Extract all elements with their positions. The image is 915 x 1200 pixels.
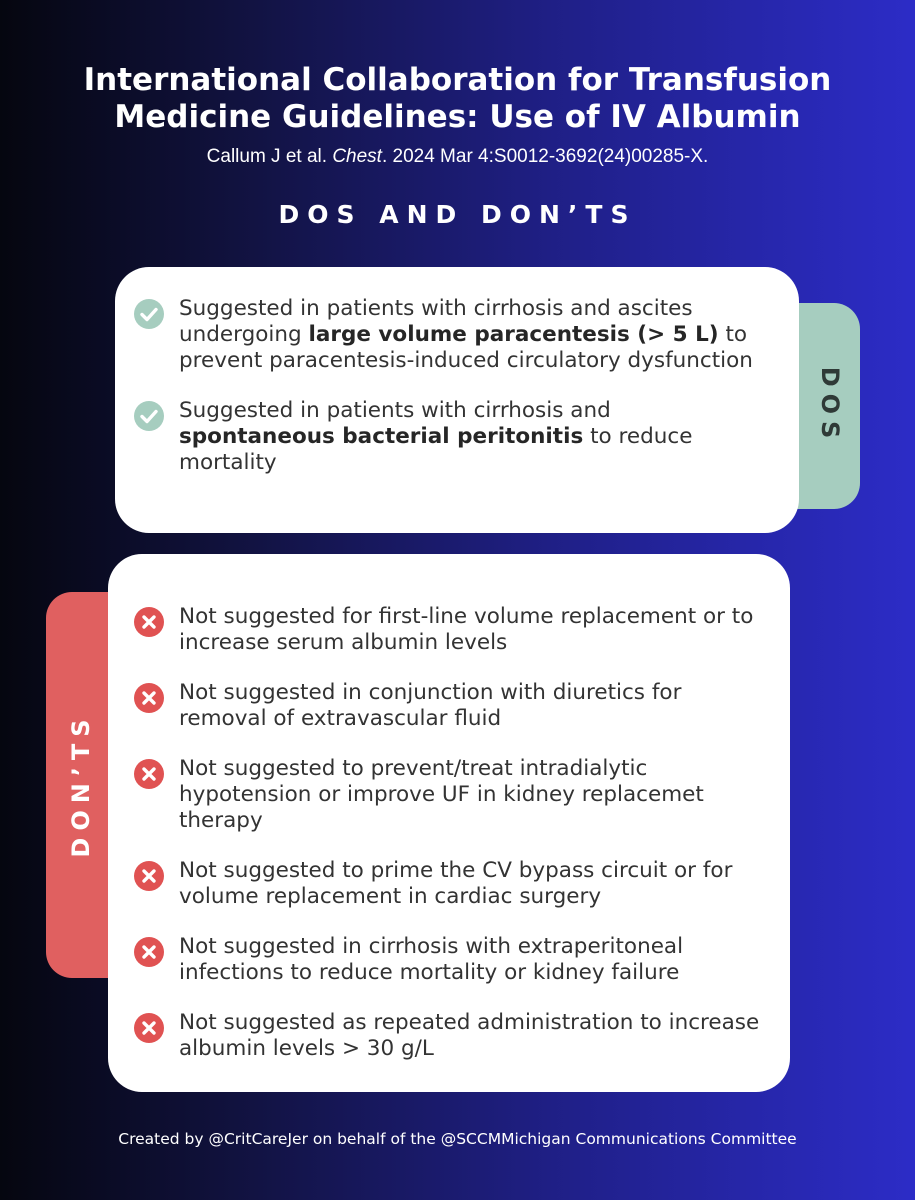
donts-item-text: Not suggested to prevent/treat intradialytic hypotension or improve UF in kidney replacemet therapy: [179, 756, 704, 833]
dos-item-text: [179, 398, 767, 476]
donts-item-text: Not suggested to prime the CV bypass circuit or for volume replacement in cardiac surgery: [179, 858, 733, 909]
title-line-2: Medicine Guidelines: Use of IV Albumin: [114, 99, 801, 135]
x-circle-icon: [133, 860, 165, 892]
dos-item-text-bold: large volume paracentesis (> 5 L): [308, 322, 719, 347]
donts-item: [133, 934, 766, 986]
donts-item: [133, 1010, 766, 1062]
dos-item-text-start: Suggested in patients with cirrhosis and ascites undergoing: [179, 296, 693, 347]
donts-item: [133, 756, 766, 834]
x-circle-icon: [133, 682, 165, 714]
section-heading: DOS AND DON’TS: [278, 200, 637, 229]
check-circle-icon: [133, 400, 165, 432]
footer-credit: Created by @CritCareJer on behalf of the @SCCMMichigan Communications Committee: [118, 1130, 797, 1148]
dos-item-text-bold: spontaneous bacterial peritonitis: [179, 424, 584, 449]
donts-item-text: Not suggested in conjunction with diuretics for removal of extravascular fluid: [179, 680, 682, 731]
check-circle-icon: [133, 298, 165, 330]
dos-item-text: [179, 296, 767, 374]
title-line-1: International Collaboration for Transfusion: [83, 62, 832, 98]
donts-item-text: Not suggested in cirrhosis with extraperitoneal infections to reduce mortality or kidney failure: [179, 934, 684, 985]
donts-item: [133, 680, 766, 732]
dos-item: [133, 398, 767, 476]
dos-item: [133, 296, 767, 374]
dos-item-text-end: to reduce mortality: [179, 424, 693, 475]
donts-card: [108, 554, 790, 1092]
donts-item-text: Not suggested as repeated administration to increase albumin levels > 30 g/L: [179, 1010, 760, 1061]
x-circle-icon: [133, 1012, 165, 1044]
dos-item-text-end: to prevent paracentesis-induced circulatory dysfunction: [179, 322, 753, 373]
page-title: [0, 62, 915, 136]
citation-journal: Chest: [332, 146, 382, 167]
dos-item-text-start: Suggested in patients with cirrhosis and: [179, 398, 611, 423]
donts-item: [133, 858, 766, 910]
dos-tab-label: DOS: [816, 366, 844, 446]
citation: [0, 145, 915, 169]
citation-authors: Callum J et al.: [206, 146, 328, 167]
donts-item: [133, 604, 766, 656]
donts-tab-label: DON’TS: [67, 712, 95, 858]
x-circle-icon: [133, 758, 165, 790]
dos-card: [115, 267, 799, 533]
citation-details: . 2024 Mar 4:S0012-3692(24)00285-X.: [381, 146, 709, 167]
x-circle-icon: [133, 936, 165, 968]
donts-item-text: Not suggested for first-line volume replacement or to increase serum albumin levels: [179, 604, 754, 655]
x-circle-icon: [133, 606, 165, 638]
